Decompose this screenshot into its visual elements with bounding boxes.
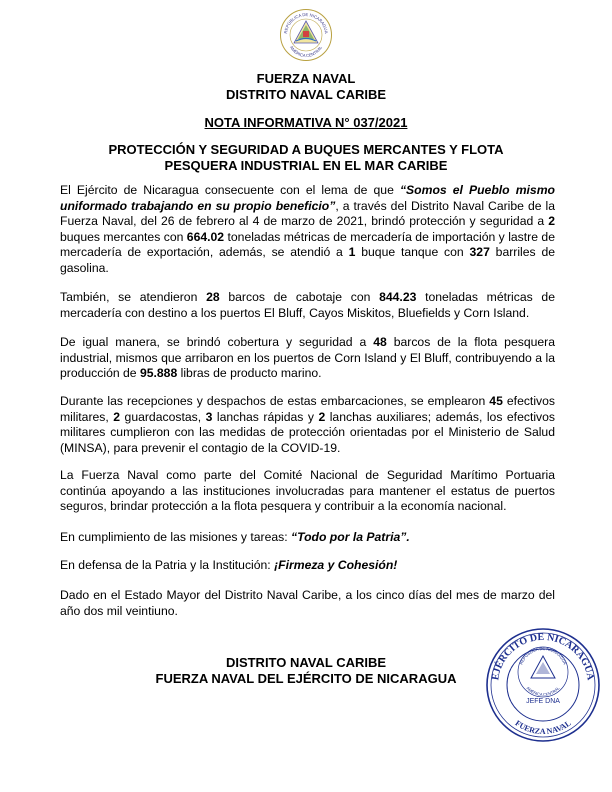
number: 2 [548,214,555,229]
header-line-fuerza-naval: FUERZA NAVAL [256,71,356,86]
number: 3 [205,409,213,424]
number: 48 [373,335,387,349]
signature-line-1: DISTRITO NAVAL CARIBE [225,655,387,670]
stamp-outer-bottom: FUERZA NAVAL [513,718,573,737]
text: De igual manera, se brindó cobertura y seguridad a [60,335,374,349]
text: En defensa de la Patria y la Institución: [60,558,275,572]
document-title-line1: PROTECCIÓN Y SEGURIDAD A BUQUES MERCANTES Y FLOTA [108,142,504,157]
number: 2 [113,409,121,424]
number: 28 [206,290,220,304]
official-stamp-icon [483,626,603,744]
paragraph-5: La Fuerza Naval como parte del Comité Nacional de Seguridad Marítimo Portuaria continúa apoyando a las instituciones involucradas para mantener el estatus de puertos seguros, brindar protección a la flota pesquera y contribuir a la economía nacional. [60,468,555,514]
motto-quote: “Somos el Pueblo mismo uniformado trabajando en su propio beneficio” [60,183,555,213]
number: 1 [348,245,356,260]
number: 664.02 [186,229,225,244]
number: 844.23 [379,290,417,304]
paragraph-6 [60,530,555,546]
document-title [0,142,612,174]
paragraph-2 [60,290,555,321]
emblem-text-top: REPÚBLICA DE NICARAGUA [283,11,329,34]
nota-informativa-title: NOTA INFORMATIVA N° 037/2021 [204,115,408,130]
text: , a través del Distrito Naval Caribe de la Fuerza Naval, del 26 de febrero al 4 de marzo de 2021, brindó protección y seguridad a [60,198,556,229]
text: buques mercantes con [60,229,187,244]
signature-line-2: FUERZA NAVAL DEL EJÉRCITO DE NICARAGUA [155,671,457,686]
header-line-distrito: DISTRITO NAVAL CARIBE [225,87,387,102]
text: toneladas métricas de mercadería con destino a los puertos El Bluff, Cayos Miskitos, Bluefields y Corn Island. [60,290,555,320]
stamp-inner-bottom: AMÉRICA CENTRAL [525,685,561,698]
text: guardacostas, [120,409,206,424]
text: libras de producto marino. [177,366,322,381]
stamp-inner-top: REPÚBLICA DE NICARAGUA [518,645,568,666]
slogan-quote: “Todo por la Patria”. [291,530,410,544]
document-title-line2: PESQUERA INDUSTRIAL EN EL MAR CARIBE [164,158,448,173]
paragraph-4 [60,394,555,456]
text: lanchas auxiliares; además, los efectivos militares cumplieron con las medidas de protección orientadas por el Ministerio de Salud (MINSA), para prevenir el contagio de la COVID-19. [60,409,555,455]
text: buque tanque con [355,245,470,260]
nicaragua-coat-of-arms-icon [279,8,333,62]
paragraph-8: Dado en el Estado Mayor del Distrito Naval Caribe, a los cinco días del mes de marzo del año dos mil veintiuno. [60,588,555,618]
paragraph-7 [60,558,555,574]
number: 45 [489,394,503,408]
text: También, se atendieron [60,290,207,304]
text: barriles de gasolina. [60,245,555,275]
paragraph-1 [60,183,555,277]
number: 2 [318,409,326,424]
text: barcos de la flota pesquera industrial, mismos que arribaron en los puertos de Corn Island y El Bluff, contribuyendo a la producción de [60,335,555,381]
text: efectivos militares, [60,394,555,424]
text: El Ejército de Nicaragua consecuente con el lema de que [60,183,400,197]
svg-text:AMÉRICA CENTRAL [525,685,561,697]
stamp-outer-top: EJÉRCITO DE NICARAGUA [490,631,596,682]
text: lanchas rápidas y [212,409,319,424]
paragraph-3 [60,335,555,382]
number: 95.888 [139,366,178,381]
text: barcos de cabotaje con [219,290,380,304]
slogan-quote: ¡Firmeza y Cohesión! [274,558,398,572]
text: En cumplimiento de las misiones y tareas: [60,530,291,544]
text: toneladas métricas de mercadería de importación y lastre de mercadería de exportación, además, se atendió a [60,229,555,260]
text: Durante las recepciones y despachos de estas embarcaciones, se emplearon [60,394,490,408]
stamp-center-text: JEFE DNA [526,698,560,705]
emblem-text-bottom: AMÉRICA CENTRAL [288,44,324,59]
number: 327 [469,245,490,260]
